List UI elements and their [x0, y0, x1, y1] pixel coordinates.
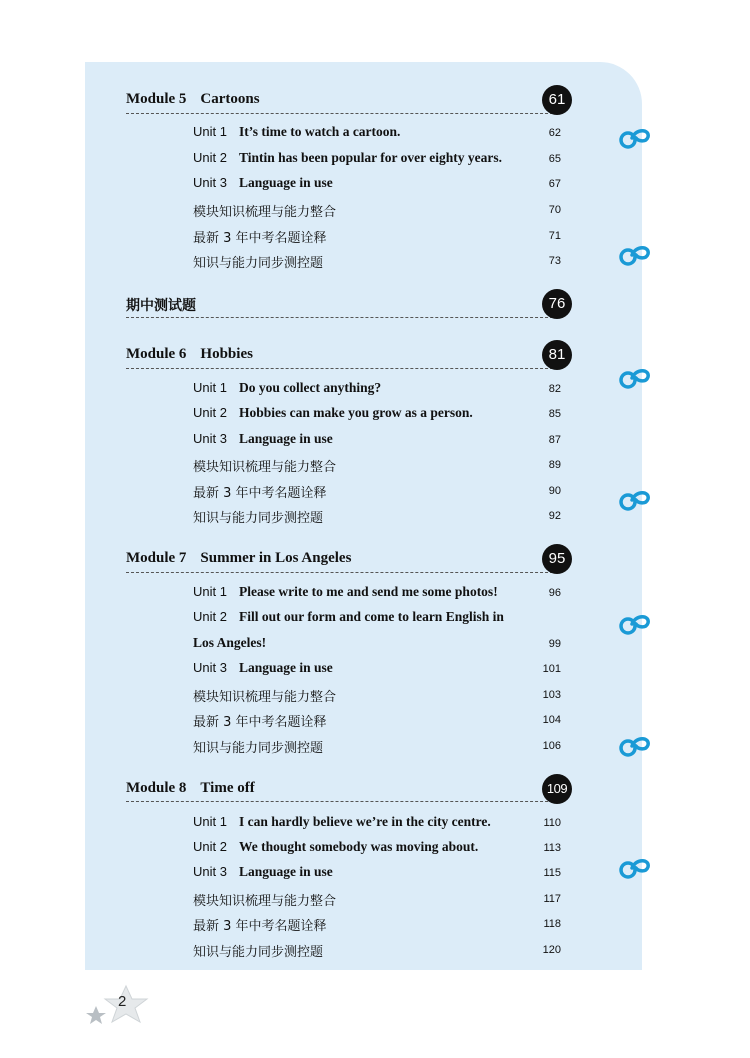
page-number: 115 [543, 867, 561, 879]
ring-icon [618, 734, 652, 758]
footer-page-number: 2 [118, 993, 127, 1010]
ring-icon [618, 366, 652, 390]
toc-entry[interactable]: 模块知识梳理与能力整合 [193, 894, 337, 909]
toc-entry[interactable]: 知识与能力同步测控题 [193, 511, 324, 526]
module-title[interactable]: Module 6 Hobbies [126, 346, 253, 362]
page-number: 87 [548, 434, 561, 446]
ring-icon [618, 243, 652, 267]
module-title[interactable]: Module 7 Summer in Los Angeles [126, 550, 352, 566]
toc-entry[interactable]: Unit 1 It’s time to watch a cartoon. [193, 124, 401, 139]
toc-entry[interactable]: Unit 3 Language in use [193, 660, 333, 675]
page-number: 103 [542, 689, 561, 701]
page-number: 120 [542, 944, 561, 956]
page-number: 71 [548, 230, 561, 242]
module-page-badge[interactable]: 76 [542, 289, 572, 319]
midterm-title[interactable]: 期中测试题 [126, 298, 196, 314]
ring-icon [618, 126, 652, 150]
toc-entry[interactable]: Unit 2 Hobbies can make you grow as a person. [193, 405, 473, 420]
toc-entry[interactable]: Unit 2 We thought somebody was moving about. [193, 839, 479, 854]
toc-entry[interactable]: Unit 2 Tintin has been popular for over eighty years. [193, 150, 502, 165]
toc-entry[interactable]: Unit 3 Language in use [193, 175, 333, 190]
page-number: 118 [543, 918, 561, 930]
toc-entry[interactable]: Unit 2 Fill out our form and come to learn English in [193, 609, 504, 624]
dashed-leader [126, 317, 558, 318]
toc-entry[interactable]: 知识与能力同步测控题 [193, 945, 324, 960]
page-number: 104 [542, 714, 561, 726]
page-number: 85 [548, 408, 561, 420]
page-number: 89 [548, 459, 561, 471]
toc-entry[interactable]: Unit 1 I can hardly believe we’re in the city centre. [193, 814, 491, 829]
toc-entry[interactable]: Unit 1 Do you collect anything? [193, 380, 382, 395]
page-number: 92 [548, 510, 561, 522]
page-number: 117 [543, 893, 561, 905]
toc-entry-continued[interactable]: Los Angeles! [193, 635, 267, 650]
dashed-leader [126, 368, 558, 369]
module-page-badge[interactable]: 81 [542, 340, 572, 370]
page-number: 110 [543, 817, 561, 829]
page-number: 70 [548, 204, 561, 216]
page-number: 101 [542, 663, 561, 675]
page-number: 99 [548, 638, 561, 650]
toc-entry[interactable]: Unit 1 Please write to me and send me some photos! [193, 584, 498, 599]
ring-icon [618, 612, 652, 636]
toc-entry[interactable]: 最新 3 年中考名题诠释 [193, 486, 327, 501]
module-page-badge[interactable]: 109 [542, 774, 572, 804]
page-number: 67 [548, 178, 561, 190]
module-title[interactable]: Module 8 Time off [126, 780, 255, 796]
module-page-badge[interactable]: 61 [542, 85, 572, 115]
page-number: 62 [548, 127, 561, 139]
toc-entry[interactable]: 最新 3 年中考名题诠释 [193, 231, 327, 246]
toc-entry[interactable]: 最新 3 年中考名题诠释 [193, 919, 327, 934]
toc-entry[interactable]: 知识与能力同步测控题 [193, 256, 324, 271]
page-number: 96 [548, 587, 561, 599]
page-number: 82 [548, 383, 561, 395]
page-number: 106 [542, 740, 561, 752]
toc-entry[interactable]: Unit 3 Language in use [193, 431, 333, 446]
page-number: 113 [543, 842, 561, 854]
toc-entry[interactable]: 模块知识梳理与能力整合 [193, 205, 337, 220]
module-page-badge[interactable]: 95 [542, 544, 572, 574]
ring-icon [618, 488, 652, 512]
dashed-leader [126, 113, 558, 114]
ring-icon [618, 856, 652, 880]
page-number: 65 [548, 153, 561, 165]
toc-entry[interactable]: Unit 3 Language in use [193, 864, 333, 879]
page-number: 73 [548, 255, 561, 267]
module-title[interactable]: Module 5 Cartoons [126, 91, 260, 107]
toc-entry[interactable]: 知识与能力同步测控题 [193, 741, 324, 756]
dashed-leader [126, 801, 558, 802]
toc-entry[interactable]: 模块知识梳理与能力整合 [193, 690, 337, 705]
toc-entry[interactable]: 最新 3 年中考名题诠释 [193, 715, 327, 730]
toc-entry[interactable]: 模块知识梳理与能力整合 [193, 460, 337, 475]
page-number: 90 [548, 485, 561, 497]
dashed-leader [126, 572, 558, 573]
